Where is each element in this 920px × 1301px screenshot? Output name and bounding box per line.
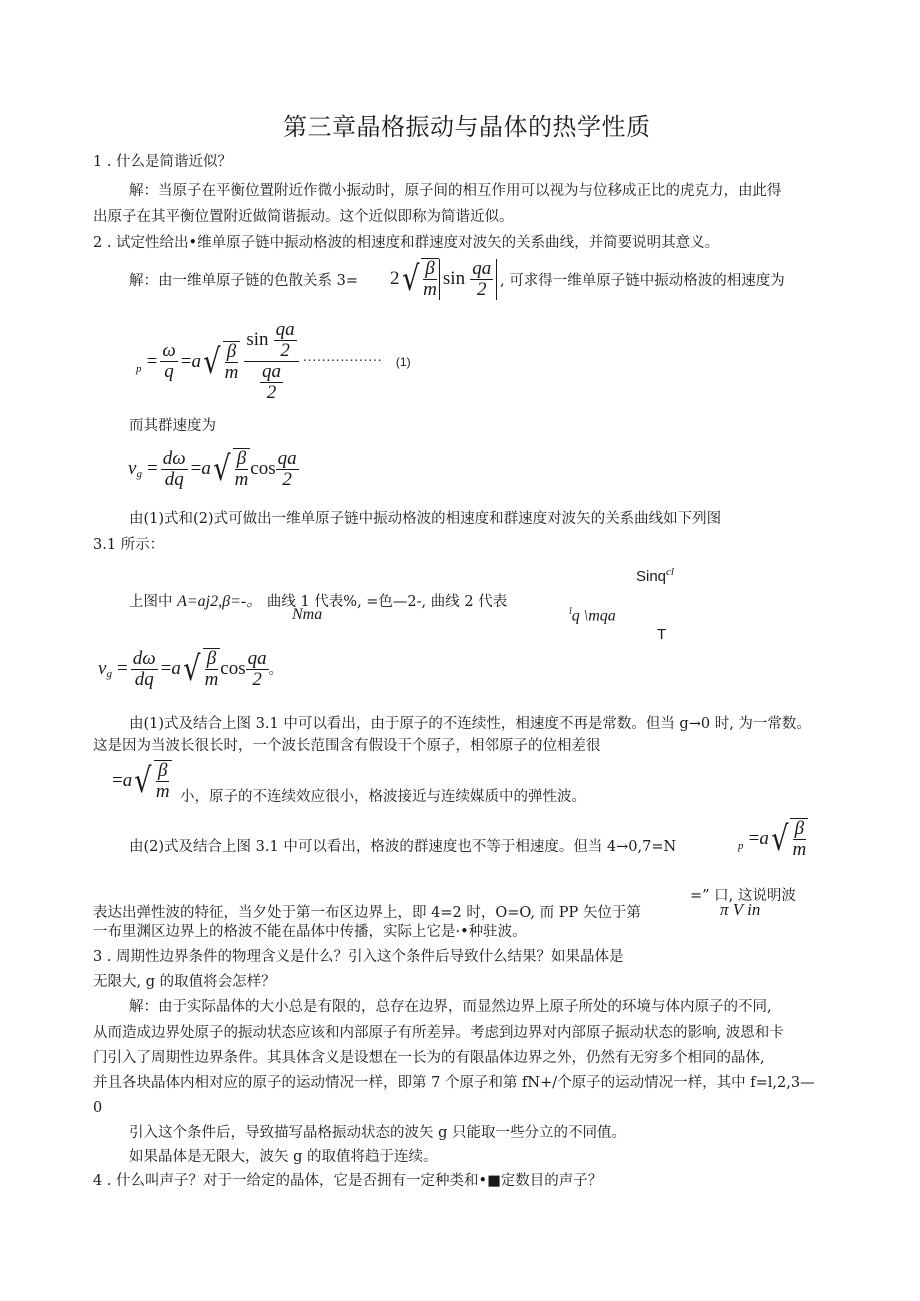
paragraph-group-2: 表达出弹性波的特征，当夕处于第一布区边界上，即 4=2 时，O=O, 而 PP 矢位于第	[93, 905, 641, 921]
answer-3-line-6: 引入这个条件后，导致描写晶格振动状态的波矢 g 只能取一些分立的不同值。	[129, 1125, 626, 1141]
phase-velocity-limit-equation: p = a √ $\frac{\beta}{m}$	[738, 818, 807, 860]
paragraph-group-right: =” 口, 这说明波	[690, 888, 796, 904]
figure-lq-mqa: $^l$q \mqa	[569, 606, 616, 625]
paragraph-group-pi: π V in	[720, 900, 761, 919]
paragraph-group-1: 由(2)式及结合上图 3.1 中可以看出，格波的群速度也不等于相速度。但当 4→0,7=N	[129, 839, 677, 855]
answer-3-line-4: 并且各块晶体内相对应的原子的运动情况一样，即第 7 个原子和第 fN+/个原子的运动情况一样，其中 f=l,2,3—	[93, 1075, 815, 1091]
paragraph-curves-line-2: 3.1 所示：	[93, 537, 165, 553]
paragraph-curves-line-1: 由(1)式和(2)式可做出一维单原子链中振动格波的相速度和群速度对波矢的关系曲线如下列图	[129, 511, 722, 527]
sound-velocity-equation: = a √ $\frac{\beta}{m}$	[112, 760, 170, 802]
phase-velocity-equation: p = $\frac{\omega}{q}$ = a √ $\frac{\beta}{m}$ sin $\frac{qa}{2}$ $\frac{qa}{2}$ ················· (1)	[136, 319, 411, 403]
phase-velocity-intro: , 可求得一维单原子链中振动格波的相速度为	[500, 273, 785, 289]
answer-3-line-7: 如果晶体是无限大，波矢 g 的取值将趋于连续。	[129, 1149, 438, 1165]
question-1: 1 . 什么是简谐近似？	[93, 154, 233, 170]
paragraph-phase-2: 这是因为当波长很长时，一个波长范围含有假设干个原子，相邻原子的位相差很	[93, 738, 601, 754]
figure-caption-line: 上图中 A=aj2,β=-。 曲线 1 代表%, =色—2-, 曲线 2 代表	[129, 593, 508, 610]
answer-1-line-2: 出原子在其平衡位置附近做简谐振动。这个近似即称为简谐近似。	[93, 209, 514, 225]
page-title: 第三章晶格振动与晶体的热学性质	[283, 113, 651, 141]
answer-3-line-5: 0	[93, 1100, 103, 1116]
answer-1-line-1: 解：当原子在平衡位置附近作微小振动时，原子间的相互作用可以视为与位移成正比的虎克力，由此得	[129, 183, 782, 199]
figure-sinq: Sinq$^{cl}$	[636, 566, 674, 585]
question-3-line-2: 无限大, g 的取值将会怎样？	[93, 974, 276, 990]
answer-3-line-1: 解：由于实际晶体的大小总是有限的，总存在边界，而显然边界上原子所处的环境与体内原子的不同,	[129, 999, 772, 1015]
figure-t: T	[657, 626, 667, 643]
paragraph-phase-1: 由(1)式及结合上图 3.1 中可以看出，由于原子的不连续性，相速度不再是常数。但当 g→0 时, 为一常数。	[129, 716, 811, 732]
answer-3-line-2: 从而造成边界处原子的振动状态应该和内部原子有所差异。考虑到边界对内部原子振动状态的影响, 波恩和卡	[93, 1025, 784, 1041]
paragraph-phase-3: 小，原子的不连续效应很小，格波接近与连续媒质中的弹性波。	[180, 789, 586, 805]
group-velocity-label: 而其群速度为	[129, 418, 216, 434]
question-4: 4 . 什么叫声子？对于一给定的晶体，它是否拥有一定种类和•■定数目的声子？	[93, 1173, 603, 1189]
paragraph-group-3: 一布里渊区边界上的格波不能在晶体中传播，实际上它是·•种驻波。	[93, 924, 527, 940]
answer-3-line-3: 门引入了周期性边界条件。其具体含义是设想在一长为的有限晶体边界之外，仍然有无穷多个相同的晶体,	[93, 1050, 765, 1066]
group-velocity-equation: v g = $\frac{d\omega}{dq}$ = a √ $\frac{\beta}{m}$ cos $\frac{qa}{2}$	[128, 447, 297, 490]
question-2: 2 . 试定性给出•维单原子链中振动格波的相速度和群速度对波矢的关系曲线，并简要说明其意义。	[93, 235, 720, 251]
dispersion-intro: 解：由一维单原子链的色散关系 3=	[129, 273, 358, 289]
dispersion-formula: 2 √ $\frac{\beta}{m}$ sin $\frac{qa}{2}$	[390, 258, 497, 300]
figure-nma: Nma	[292, 606, 323, 623]
question-3-line-1: 3 . 周期性边界条件的物理含义是什么？引入这个条件后导致什么结果？如果晶体是	[93, 949, 624, 965]
group-velocity-equation-repeat: v g = $\frac{d\omega}{dq}$ = a √ $\frac{\beta}{m}$ cos $\frac{qa}{2}$ 。	[98, 647, 283, 690]
